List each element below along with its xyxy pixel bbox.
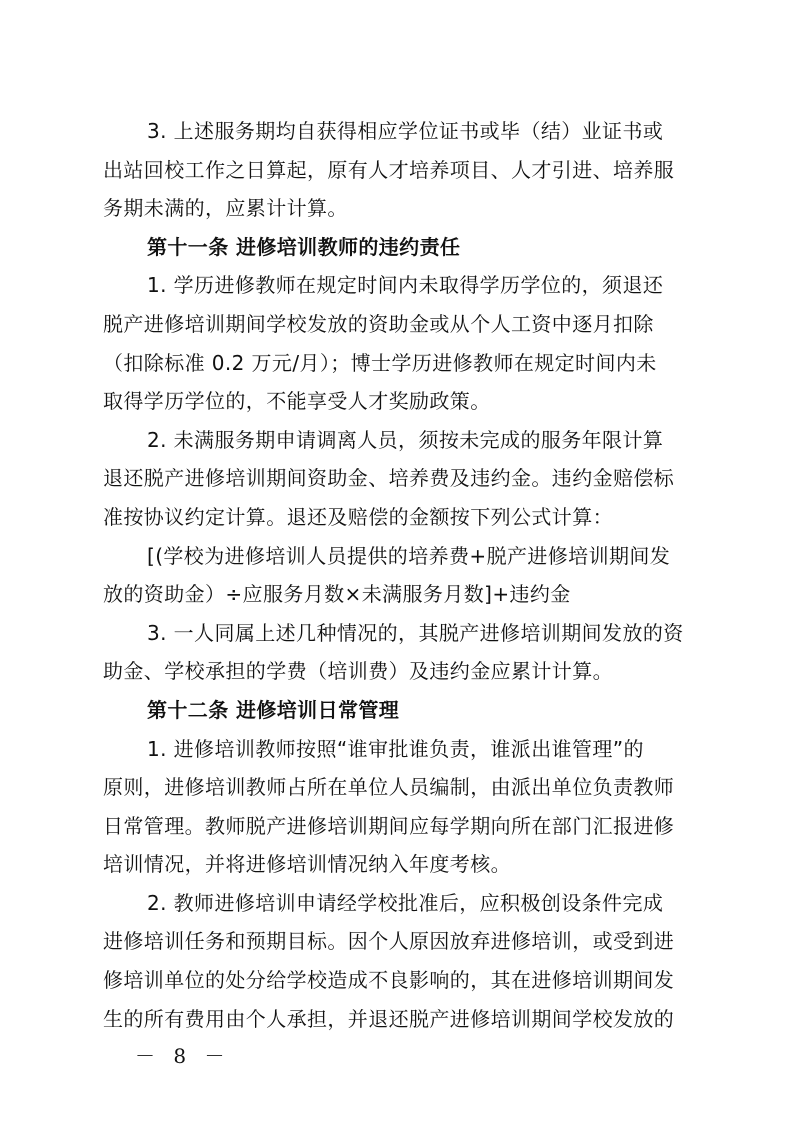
paragraph-line: 出站回校工作之日算起，原有人才培养项目、人才引进、培养服 bbox=[103, 157, 675, 182]
paragraph-line: 2. 未满服务期申请调离人员，须按未完成的服务年限计算 bbox=[147, 427, 664, 452]
paragraph-line: 放的资助金）÷应服务月数×未满服务月数]+违约金 bbox=[103, 582, 571, 607]
paragraph-line: 3. 上述服务期均自获得相应学位证书或毕（结）业证书或 bbox=[147, 119, 664, 143]
document-body bbox=[103, 112, 703, 1038]
paragraph-line: 1. 学历进修教师在规定时间内未取得学历学位的，须退还 bbox=[147, 273, 664, 298]
paragraph-line: 退还脱产进修培训期间资助金、培养费及违约金。违约金赔偿标 bbox=[103, 466, 675, 491]
paragraph-line: 1. 进修培训教师按照“谁审批谁负责，谁派出谁管理”的 bbox=[147, 736, 644, 761]
paragraph-line: 3. 一人同属上述几种情况的，其脱产进修培训期间发放的资 bbox=[147, 620, 684, 645]
section-heading: 第十一条 进修培训教师的违约责任 bbox=[147, 234, 461, 259]
paragraph-line: 原则，进修培训教师占所在单位人员编制，由派出单位负责教师 bbox=[103, 775, 675, 800]
paragraph-line: 培训情况，并将进修培训情况纳入年度考核。 bbox=[103, 852, 511, 877]
paragraph-line: 取得学历学位的，不能享受人才奖励政策。 bbox=[103, 389, 491, 414]
paragraph-line: 进修培训任务和预期目标。因个人原因放弃进修培训，或受到进 bbox=[103, 929, 675, 954]
paragraph-line: 2. 教师进修培训申请经学校批准后，应积极创设条件完成 bbox=[147, 890, 664, 915]
paragraph-line: 务期未满的，应累计计算。 bbox=[103, 196, 348, 221]
page-number: － 8 － bbox=[135, 1044, 231, 1068]
paragraph-line: 脱产进修培训期间学校发放的资助金或从个人工资中逐月扣除 bbox=[103, 311, 654, 336]
paragraph-line: 生的所有费用由个人承担，并退还脱产进修培训期间学校发放的 bbox=[103, 1006, 675, 1031]
section-heading: 第十二条 进修培训日常管理 bbox=[147, 697, 400, 722]
paragraph-line: 助金、学校承担的学费（培训费）及违约金应累计计算。 bbox=[103, 659, 613, 684]
paragraph-line: [(学校为进修培训人员提供的培养费+脱产进修培训期间发 bbox=[147, 543, 671, 568]
paragraph-line: 修培训单位的处分给学校造成不良影响的，其在进修培训期间发 bbox=[103, 968, 675, 993]
paragraph-line: （扣除标准 0.2 万元/月）；博士学历进修教师在规定时间内未 bbox=[103, 350, 657, 375]
paragraph-line: 日常管理。教师脱产进修培训期间应每学期向所在部门汇报进修 bbox=[103, 813, 675, 838]
paragraph-line: 准按协议约定计算。退还及赔偿的金额按下列公式计算： bbox=[103, 504, 613, 529]
